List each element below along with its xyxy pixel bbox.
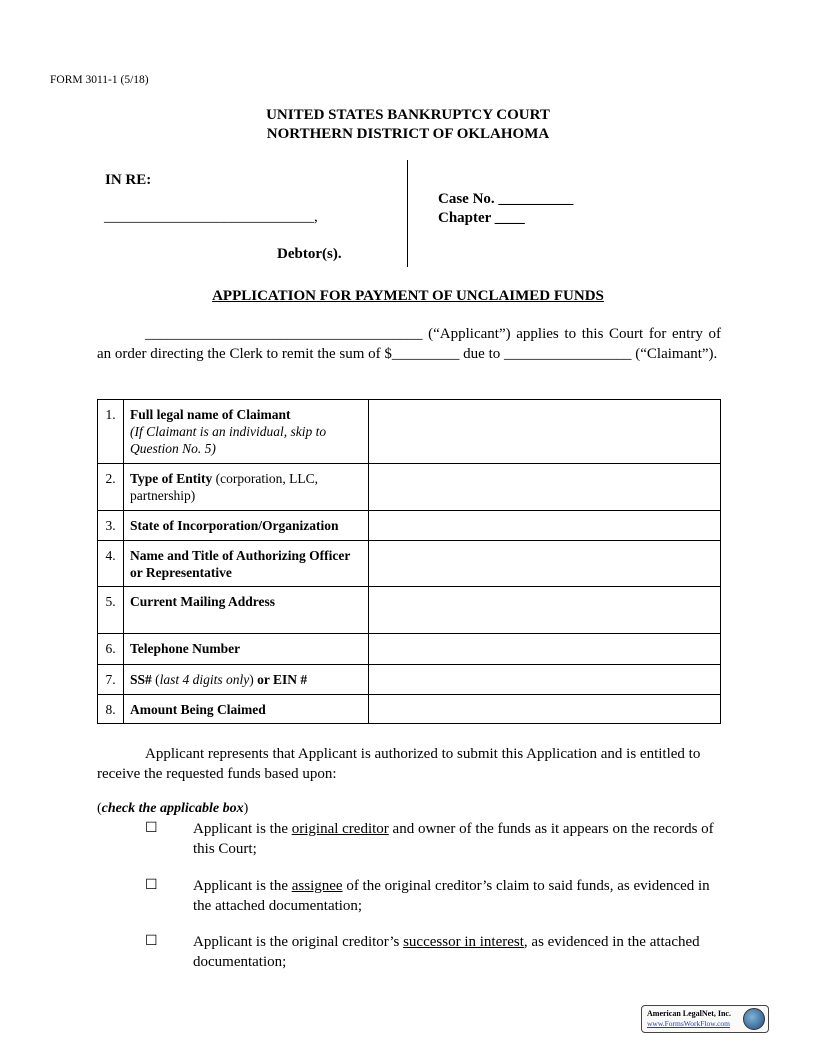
row-number: 3. — [98, 511, 124, 541]
logo-url[interactable]: www.FormsWorkFlow.com — [647, 1019, 731, 1028]
checkbox[interactable]: ☐ — [145, 877, 158, 893]
claimant-blank[interactable]: _________________ — [504, 345, 632, 362]
answer-cell[interactable] — [369, 665, 721, 695]
claimant-info-table — [97, 399, 721, 724]
table-row — [98, 695, 721, 724]
amount-blank[interactable]: _________ — [391, 345, 460, 362]
table-row — [98, 511, 721, 541]
intro-text-2: due to — [459, 345, 504, 362]
row-label: Full legal name of Claimant — [130, 407, 291, 422]
row-label: Type of Entity — [130, 471, 213, 486]
row-note: (corporation, LLC, partnership) — [130, 471, 318, 503]
row-note: (If Claimant is an individual, skip to Question No. 5) — [130, 424, 327, 456]
row-label: Current Mailing Address — [124, 587, 369, 634]
chapter-field[interactable]: Chapter ____ — [438, 210, 525, 226]
row-label: Amount Being Claimed — [124, 695, 369, 724]
row-label: Name and Title of Authorizing Officer or Representative — [124, 541, 369, 587]
court-heading — [0, 106, 816, 144]
table-row — [98, 541, 721, 587]
intro-text-3: (“Claimant”). — [631, 345, 718, 362]
option-text: Applicant is the original creditor and owner of the funds as it appears on the records of this Court; — [193, 821, 714, 857]
court-name: UNITED STATES BANKRUPTCY COURT — [266, 107, 550, 123]
option-text: Applicant is the assignee of the original creditor’s claim to said funds, as evidenced in the attached documentation; — [193, 878, 710, 914]
row-label-ein: or EIN # — [257, 672, 308, 687]
applicant-blank[interactable]: _____________________________________ — [145, 326, 423, 342]
debtors-label: Debtor(s). — [277, 246, 342, 262]
checkbox[interactable]: ☐ — [145, 820, 158, 836]
answer-cell[interactable] — [369, 634, 721, 665]
case-info — [438, 190, 573, 228]
table-row: 7. SS# (last 4 digits only) or EIN # — [98, 665, 721, 695]
debtor-name-field[interactable]: ____________________________, — [104, 209, 318, 225]
form-id: FORM 3011-1 (5/18) — [50, 74, 149, 86]
row-number: 6. — [98, 634, 124, 665]
option-text: Applicant is the original creditor’s successor in interest, as evidenced in the attached documentation; — [193, 934, 700, 970]
row-number: 4. — [98, 541, 124, 587]
application-title: APPLICATION FOR PAYMENT OF UNCLAIMED FUNDS — [212, 288, 604, 304]
represents-paragraph: Applicant represents that Applicant is authorized to submit this Application and is entitled to receive the requested funds based upon: — [97, 746, 701, 782]
publisher-logo[interactable] — [641, 1005, 769, 1033]
answer-cell[interactable] — [369, 511, 721, 541]
row-number: 8. — [98, 695, 124, 724]
row-number: 1. — [98, 400, 124, 464]
check-instruction: (check the applicable box) — [97, 801, 249, 816]
answer-cell[interactable] — [369, 464, 721, 511]
answer-cell[interactable] — [369, 400, 721, 464]
row-note: last 4 digits only — [159, 672, 250, 687]
caption-divider — [407, 160, 408, 267]
intro-text-1: (“Applicant”) applies to this Court for entry of an order directing the Clerk to remit the sum of $ — [97, 326, 721, 362]
row-number: 2. — [98, 464, 124, 511]
table-row — [98, 400, 721, 464]
table-row — [98, 634, 721, 665]
logo-company: American LegalNet, Inc. — [647, 1009, 731, 1018]
checkbox[interactable]: ☐ — [145, 933, 158, 949]
row-number: 7. — [98, 665, 124, 695]
row-label: Telephone Number — [124, 634, 369, 665]
answer-cell[interactable] — [369, 541, 721, 587]
in-re-label: IN RE: — [105, 172, 152, 188]
row-label-ss: SS# — [130, 672, 152, 687]
answer-cell[interactable] — [369, 587, 721, 634]
row-label: State of Incorporation/Organization — [124, 511, 369, 541]
court-district: NORTHERN DISTRICT OF OKLAHOMA — [266, 126, 550, 142]
case-number-field[interactable]: Case No. __________ — [438, 191, 574, 207]
table-row — [98, 587, 721, 634]
table-row — [98, 464, 721, 511]
answer-cell[interactable] — [369, 695, 721, 724]
globe-icon — [743, 1008, 765, 1030]
row-number: 5. — [98, 587, 124, 634]
intro-paragraph — [97, 325, 721, 364]
